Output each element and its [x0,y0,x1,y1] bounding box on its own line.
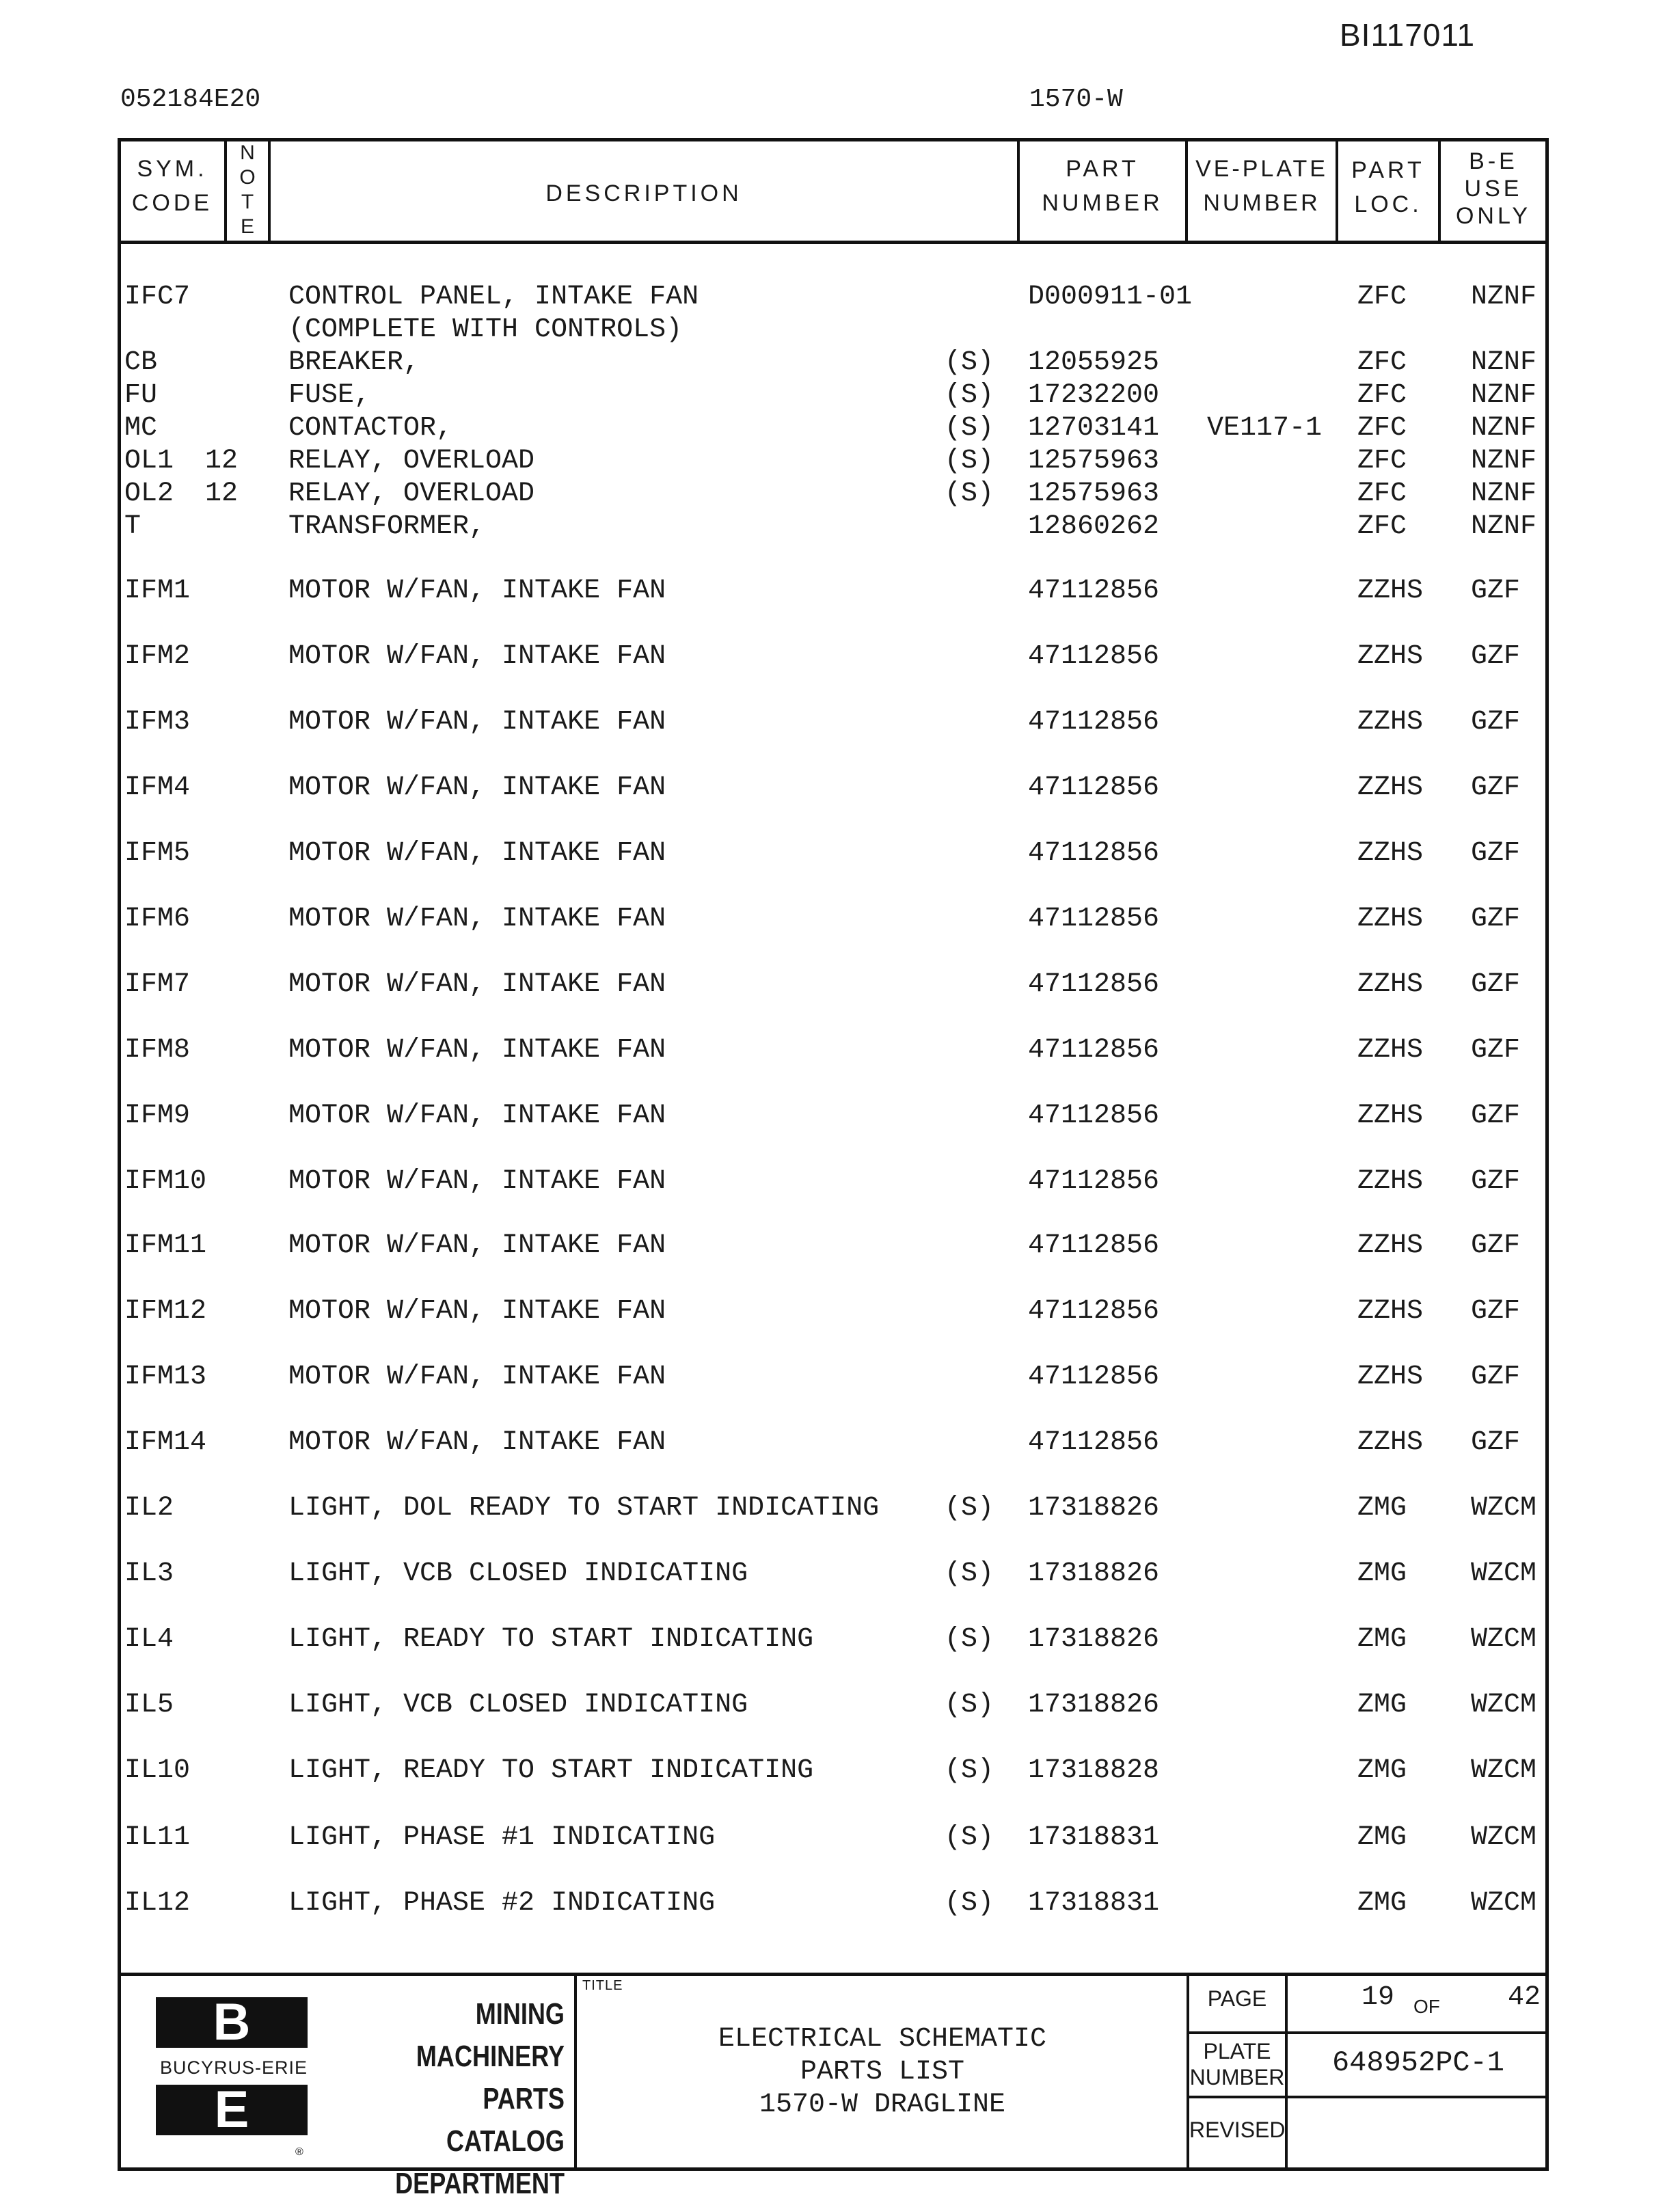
part-number: 17232200 [1028,380,1160,411]
part-loc: ZZHS [1357,1166,1424,1197]
description: RELAY, OVERLOAD [288,478,535,509]
sym-code: IL2 [124,1493,174,1524]
be-use: WZCM [1471,1690,1537,1720]
ve-plate-number: VE117-1 [1207,413,1323,444]
sym-code: MC [124,413,158,444]
plate-number: 648952PC-1 [1331,2046,1505,2079]
sym-code: IFM8 [124,1035,191,1066]
part-number: 47112856 [1028,1427,1160,1458]
header-ve-plate-number: VE-PLATE NUMBER [1195,156,1328,216]
be-use: NZNF [1471,478,1537,509]
description: LIGHT, VCB CLOSED INDICATING [288,1558,748,1589]
note: 12 [205,446,239,476]
description: MOTOR W/FAN, INTAKE FAN [288,1296,666,1327]
description: MOTOR W/FAN, INTAKE FAN [288,838,666,869]
spare-flag: (S) [945,413,994,444]
part-number: 17318828 [1028,1755,1160,1786]
part-number: 12860262 [1028,511,1160,542]
page-of: OF [1413,1996,1440,2017]
spare-flag: (S) [945,1888,994,1919]
description: LIGHT, DOL READY TO START INDICATING [288,1493,880,1524]
description: MOTOR W/FAN, INTAKE FAN [288,772,666,803]
spare-flag: (S) [945,380,994,411]
sym-code: IFM10 [124,1166,207,1197]
table-row [0,838,1680,869]
sym-code: IFM3 [124,707,191,738]
table-row [0,1230,1680,1262]
header-part-loc: PART LOC. [1351,157,1425,217]
part-loc: ZMG [1357,1558,1407,1589]
part-loc: ZMG [1357,1755,1407,1786]
part-loc: ZZHS [1357,1362,1424,1392]
part-number: 17318831 [1028,1822,1160,1853]
spare-flag: (S) [945,1624,994,1655]
header-description: DESCRIPTION [545,180,742,206]
brand-name: BUCYRUS-ERIE [159,2057,308,2078]
table-row [0,1493,1680,1524]
sym-code: IL4 [124,1624,174,1655]
header-part-number: PART NUMBER [1042,156,1163,216]
sym-code: IL3 [124,1558,174,1589]
description: CONTACTOR, [288,413,453,444]
be-use: GZF [1471,576,1521,606]
part-number: 47112856 [1028,1362,1160,1392]
spare-flag: (S) [945,1493,994,1524]
description: LIGHT, READY TO START INDICATING [288,1624,814,1655]
be-use: GZF [1471,904,1521,934]
be-use: GZF [1471,838,1521,869]
be-use: WZCM [1471,1755,1537,1786]
table-row [0,413,1680,444]
page-number: 19 [1361,1982,1395,2013]
spare-flag: (S) [945,1558,994,1589]
table-row [0,446,1680,477]
sym-code: IFM12 [124,1296,207,1327]
part-loc: ZZHS [1357,772,1424,803]
description: LIGHT, PHASE #2 INDICATING [288,1888,716,1919]
part-number: 17318826 [1028,1493,1160,1524]
footer-row-divider [1188,2031,1549,2034]
description: MOTOR W/FAN, INTAKE FAN [288,707,666,738]
be-use: WZCM [1471,1822,1537,1853]
header-note: N O T E [239,141,256,238]
part-loc: ZZHS [1357,904,1424,934]
part-number: 47112856 [1028,904,1160,934]
be-use: NZNF [1471,413,1537,444]
part-loc: ZFC [1357,347,1407,378]
description: MOTOR W/FAN, INTAKE FAN [288,1166,666,1197]
be-use: NZNF [1471,380,1537,411]
be-use: GZF [1471,1035,1521,1066]
description: MOTOR W/FAN, INTAKE FAN [288,1427,666,1458]
document-code: 052184E20 [120,85,261,114]
page-total: 42 [1508,1982,1541,2013]
footer-col-divider [574,1973,577,2171]
description: LIGHT, VCB CLOSED INDICATING [288,1690,748,1720]
note: 12 [205,478,239,509]
part-loc: ZZHS [1357,1427,1424,1458]
plate-number-label: PLATE NUMBER [1189,2039,1285,2089]
model-code: 1570-W [1029,85,1123,114]
table-row [0,1362,1680,1393]
description: RELAY, OVERLOAD [288,446,535,476]
sym-code: IFM2 [124,641,191,672]
description: MOTOR W/FAN, INTAKE FAN [288,641,666,672]
table-row [0,1166,1680,1198]
part-number: 47112856 [1028,969,1160,1000]
be-use: GZF [1471,1100,1521,1131]
part-number: 12703141 [1028,413,1160,444]
table-row [0,314,1680,346]
revised-label: REVISED [1189,2118,1286,2142]
part-loc: ZMG [1357,1493,1407,1524]
part-loc: ZFC [1357,282,1407,312]
table-row [0,1755,1680,1787]
sym-code: IFM14 [124,1427,207,1458]
document-title: ELECTRICAL SCHEMATIC PARTS LIST 1570-W DRAGLINE [718,2024,1047,2120]
sym-code: OL2 [124,478,174,509]
description: MOTOR W/FAN, INTAKE FAN [288,1230,666,1261]
table-row [0,1690,1680,1721]
table-row [0,969,1680,1001]
department-name: MINING MACHINERY PARTS CATALOG DEPARTMENT [395,1997,565,2200]
part-loc: ZZHS [1357,1100,1424,1131]
part-number: 47112856 [1028,1166,1160,1197]
description: MOTOR W/FAN, INTAKE FAN [288,1035,666,1066]
table-row [0,1035,1680,1066]
description: CONTROL PANEL, INTAKE FAN [288,282,699,312]
description: TRANSFORMER, [288,511,486,542]
part-loc: ZZHS [1357,1296,1424,1327]
be-use: WZCM [1471,1558,1537,1589]
description: LIGHT, READY TO START INDICATING [288,1755,814,1786]
be-use: NZNF [1471,282,1537,312]
part-number: 47112856 [1028,1100,1160,1131]
part-number: 47112856 [1028,1230,1160,1261]
part-loc: ZFC [1357,478,1407,509]
table-row [0,707,1680,738]
part-number: 12575963 [1028,446,1160,476]
part-number: 17318831 [1028,1888,1160,1919]
sym-code: IL5 [124,1690,174,1720]
be-use: GZF [1471,969,1521,1000]
sym-code: IFM9 [124,1100,191,1131]
part-loc: ZMG [1357,1690,1407,1720]
registered-mark: ® [295,2146,303,2158]
description: (COMPLETE WITH CONTROLS) [288,314,683,345]
table-row [0,511,1680,543]
description: MOTOR W/FAN, INTAKE FAN [288,576,666,606]
page-label: PAGE [1207,1986,1267,2011]
part-loc: ZMG [1357,1822,1407,1853]
part-loc: ZZHS [1357,969,1424,1000]
be-use: GZF [1471,1427,1521,1458]
part-loc: ZMG [1357,1624,1407,1655]
be-use: GZF [1471,772,1521,803]
spare-flag: (S) [945,1690,994,1720]
be-use: NZNF [1471,347,1537,378]
spare-flag: (S) [945,1755,994,1786]
header-be-use-only: B-E USE ONLY [1455,148,1532,229]
part-number: 47112856 [1028,707,1160,738]
part-number: 12575963 [1028,478,1160,509]
sym-code: FU [124,380,158,411]
part-number: 17318826 [1028,1624,1160,1655]
table-row [0,282,1680,313]
bucyrus-erie-logo-top [156,1993,308,2051]
footer-row-divider [1188,2096,1549,2098]
be-use: NZNF [1471,446,1537,476]
table-row [0,1558,1680,1590]
part-loc: ZFC [1357,446,1407,476]
part-number: 47112856 [1028,641,1160,672]
part-loc: ZFC [1357,413,1407,444]
part-number: 17318826 [1028,1558,1160,1589]
sym-code: IFC7 [124,282,191,312]
sym-code: T [124,511,141,542]
part-number: 17318826 [1028,1690,1160,1720]
spare-flag: (S) [945,478,994,509]
be-use: WZCM [1471,1888,1537,1919]
logo-letter-e: E [214,2081,249,2139]
table-row [0,641,1680,673]
part-number: 47112856 [1028,1035,1160,1066]
part-loc: ZZHS [1357,576,1424,606]
part-loc: ZZHS [1357,1230,1424,1261]
sym-code: OL1 [124,446,174,476]
sym-code: IFM5 [124,838,191,869]
sym-code: IL10 [124,1755,191,1786]
be-use: WZCM [1471,1493,1537,1524]
header-divider [118,241,1549,244]
table-row [0,772,1680,804]
part-number: 47112856 [1028,838,1160,869]
bucyrus-erie-logo-bottom [156,2081,308,2139]
part-loc: ZZHS [1357,707,1424,738]
part-number: 47112856 [1028,1296,1160,1327]
be-use: GZF [1471,1166,1521,1197]
be-use: WZCM [1471,1624,1537,1655]
document-id: BI117011 [1340,17,1476,53]
description: MOTOR W/FAN, INTAKE FAN [288,904,666,934]
sym-code: IL12 [124,1888,191,1919]
sym-code: IFM4 [124,772,191,803]
header-sym-code: SYM. CODE [131,156,213,216]
part-loc: ZFC [1357,511,1407,542]
table-row [0,904,1680,935]
part-loc: ZFC [1357,380,1407,411]
spare-flag: (S) [945,1822,994,1853]
table-row [0,347,1680,379]
part-loc: ZZHS [1357,838,1424,869]
table-row [0,576,1680,607]
table-row [0,1624,1680,1655]
be-use: GZF [1471,1230,1521,1261]
sym-code: IFM11 [124,1230,207,1261]
part-number: D000911-01 [1028,282,1193,312]
table-row [0,1296,1680,1327]
sym-code: IL11 [124,1822,191,1853]
table-row [0,1888,1680,1919]
description: BREAKER, [288,347,420,378]
part-loc: ZMG [1357,1888,1407,1919]
description: MOTOR W/FAN, INTAKE FAN [288,1362,666,1392]
sym-code: IFM1 [124,576,191,606]
part-number: 12055925 [1028,347,1160,378]
part-number: 47112856 [1028,772,1160,803]
be-use: GZF [1471,641,1521,672]
table-row [0,478,1680,510]
spare-flag: (S) [945,446,994,476]
be-use: NZNF [1471,511,1537,542]
table-row [0,1100,1680,1132]
table-row [0,380,1680,411]
table-row [0,1822,1680,1854]
description: FUSE, [288,380,371,411]
spare-flag: (S) [945,347,994,378]
be-use: GZF [1471,707,1521,738]
be-use: GZF [1471,1362,1521,1392]
description: LIGHT, PHASE #1 INDICATING [288,1822,716,1853]
footer-divider [118,1973,1549,1976]
table-row [0,1427,1680,1459]
sym-code: IFM13 [124,1362,207,1392]
part-loc: ZZHS [1357,641,1424,672]
logo-letter-b: B [213,1993,251,2051]
title-label: TITLE [582,1978,623,1993]
sym-code: IFM7 [124,969,191,1000]
sym-code: IFM6 [124,904,191,934]
part-number: 47112856 [1028,576,1160,606]
sym-code: CB [124,347,158,378]
be-use: GZF [1471,1296,1521,1327]
part-loc: ZZHS [1357,1035,1424,1066]
description: MOTOR W/FAN, INTAKE FAN [288,1100,666,1131]
description: MOTOR W/FAN, INTAKE FAN [288,969,666,1000]
